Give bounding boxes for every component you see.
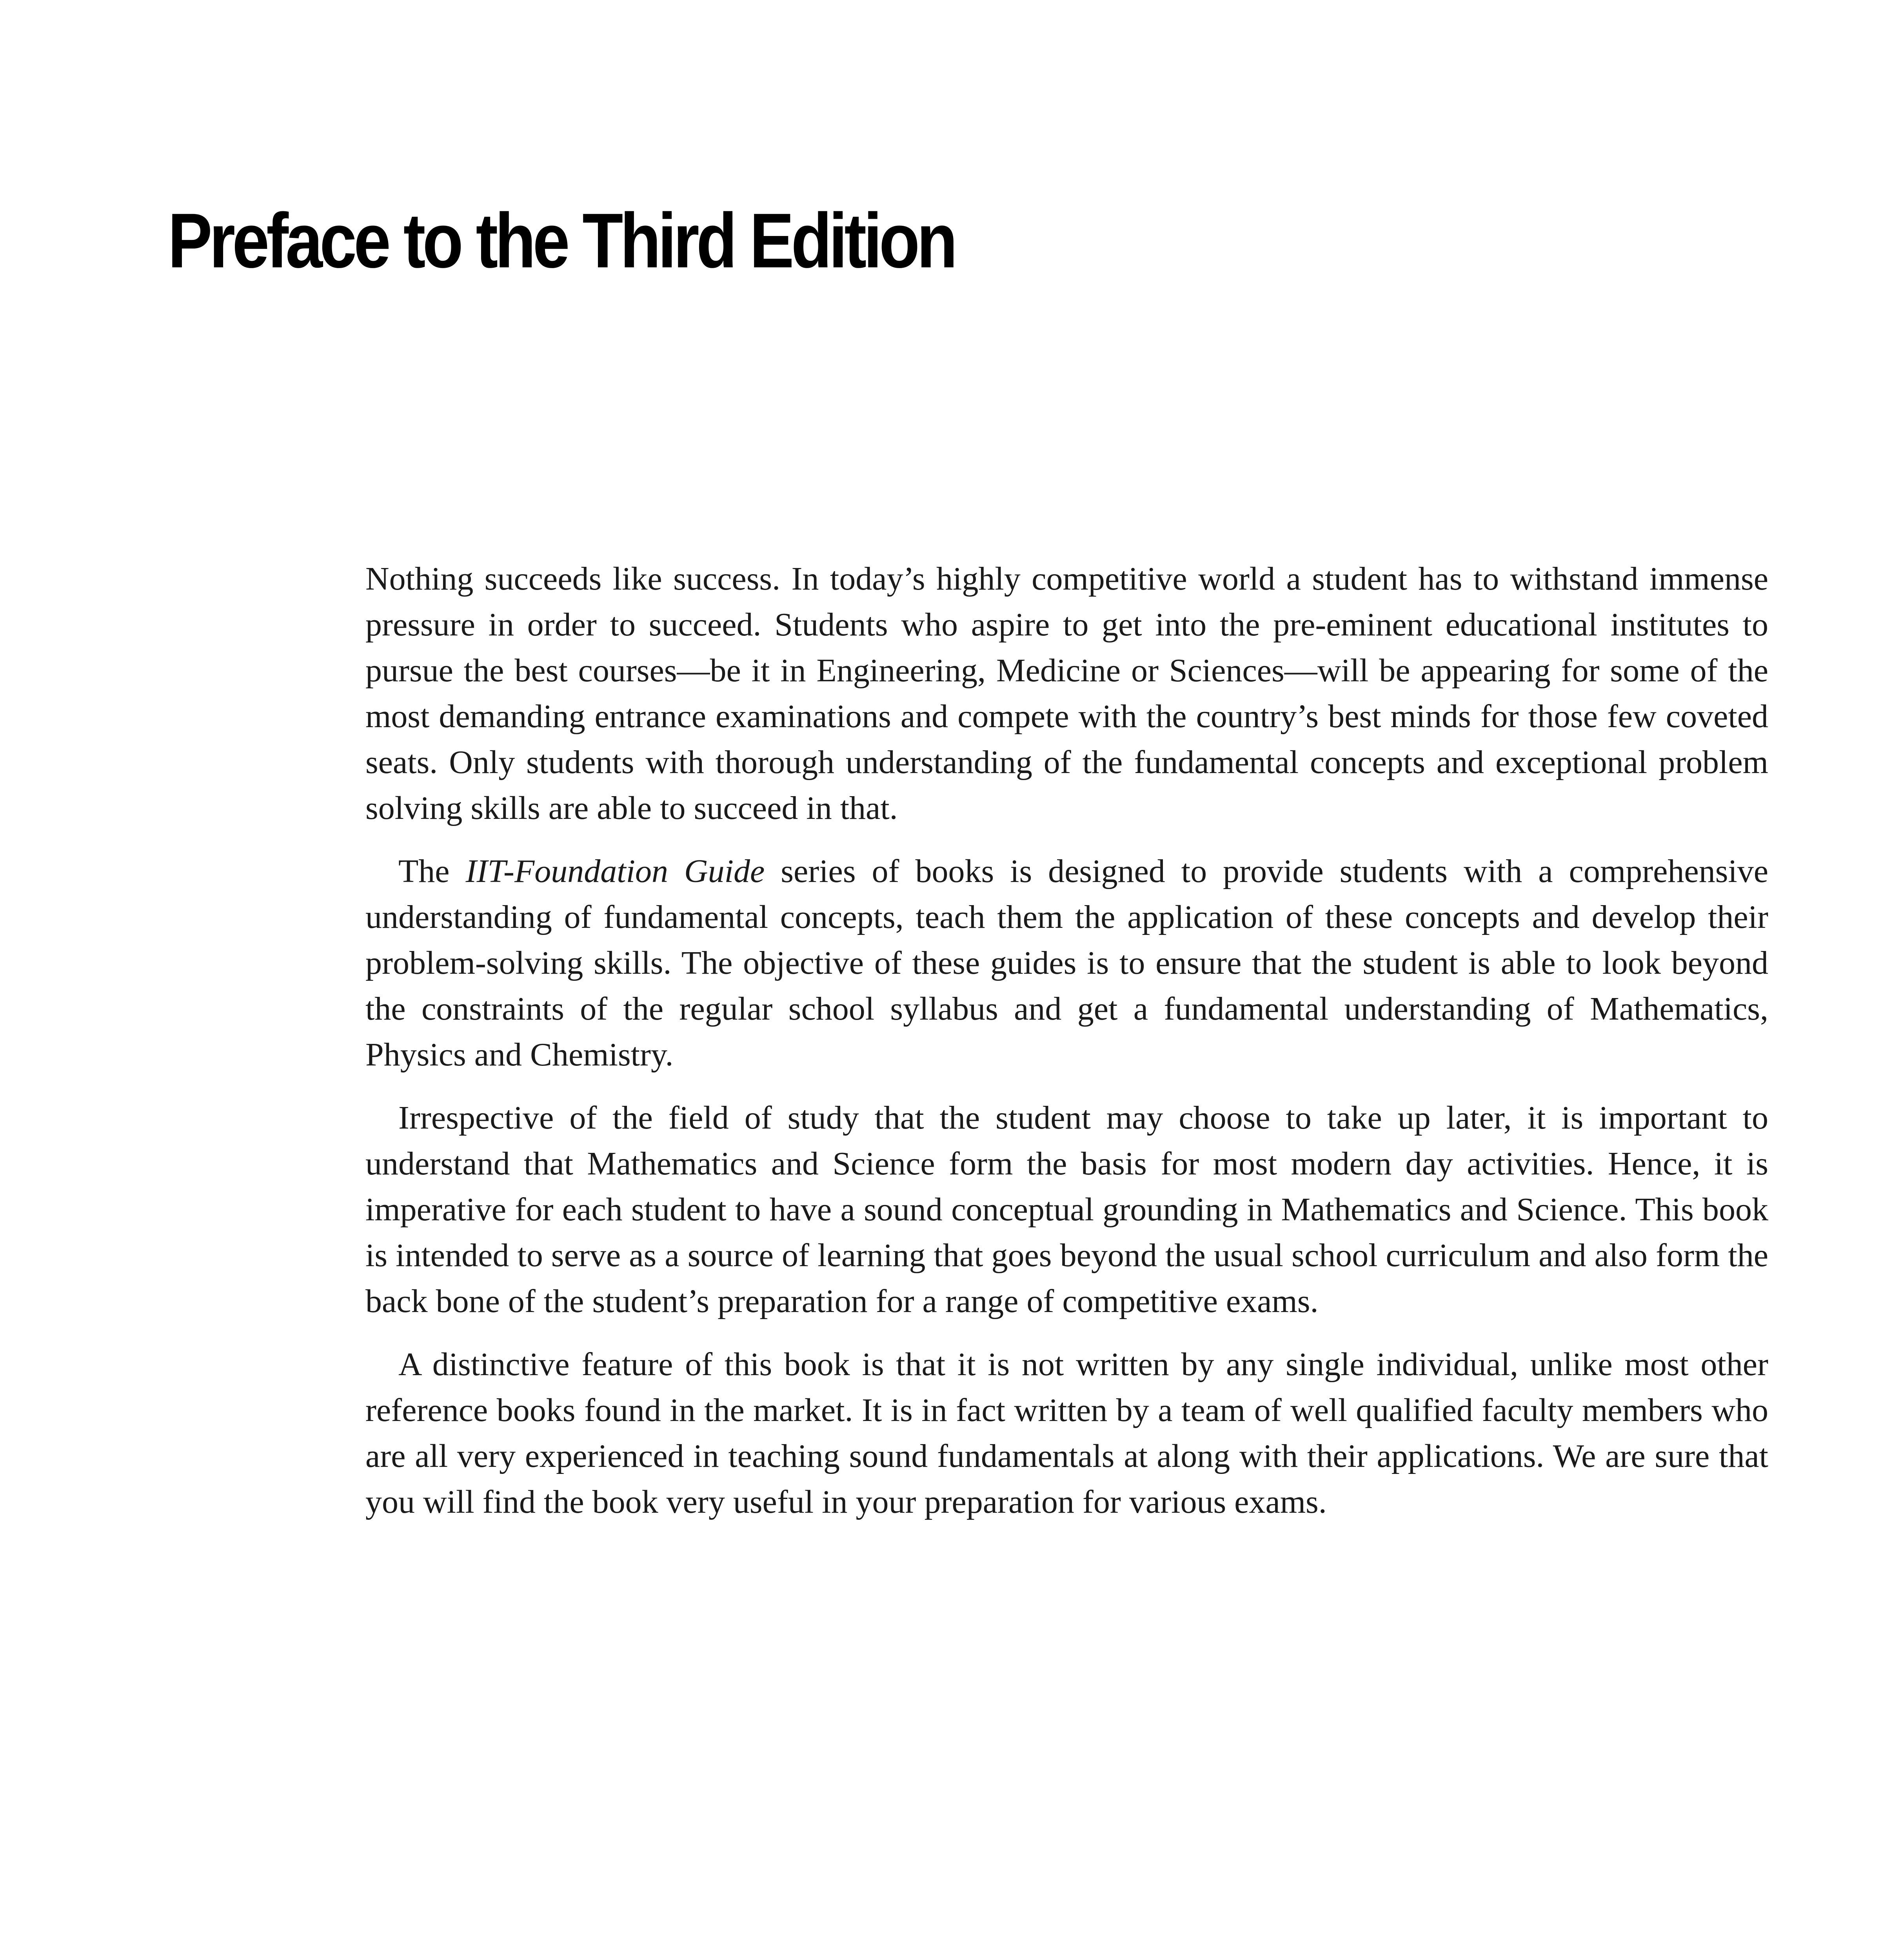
paragraph-4: A distinctive feature of this book is that it is not written by any single individual, unlike most other reference books found in the market. It is in fact written by a team of well qualified faculty members who are all very experienced in teaching sound fundamentals at along with their applications. We are sure that you will find the book very useful in your preparation for various exams.	[365, 1346, 1768, 1520]
paragraph-3: Irrespective of the field of study that the student may choose to take up later, it is important to understand that Mathematics and Science form the basis for most modern day activities. Hence, it is imperative for each student to have a sound conceptual grounding in Mathematics and Science. This book is intended to serve as a source of learning that goes beyond the usual school curriculum and also form the back bone of the student’s preparation for a range of competitive exams.	[365, 1100, 1768, 1319]
paragraph-2	[365, 848, 1768, 1078]
paragraph-2-rest: series of books is designed to provide students with a comprehensive understanding of fundamental concepts, teach them the application of these concepts and develop their problem-solving skills. The objective of these guides is to ensure that the student is able to look beyond the constraints of the regular school syllabus and get a fundamental understanding of Mathematics, Physics and Chemistry.	[365, 853, 1769, 1073]
series-title: IIT-Foundation Guide	[465, 853, 765, 889]
paragraph-2-intro: The	[398, 853, 466, 889]
paragraph-1: Nothing succeeds like success. In today’s highly competitive world a student has to withstand immense pressure in order to succeed. Students who aspire to get into the pre-eminent educational institutes to pursue the best courses—be it in Engineering, Medicine or Sciences—will be appearing for some of the most demanding entrance examinations and compete with the country’s best minds for those few coveted seats. Only students with thorough understanding of the fundamental concepts and exceptional problem solving skills are able to succeed in that.	[365, 561, 1768, 826]
page-title: Preface to the Third Edition	[168, 197, 955, 284]
preface-body	[365, 556, 1768, 1542]
